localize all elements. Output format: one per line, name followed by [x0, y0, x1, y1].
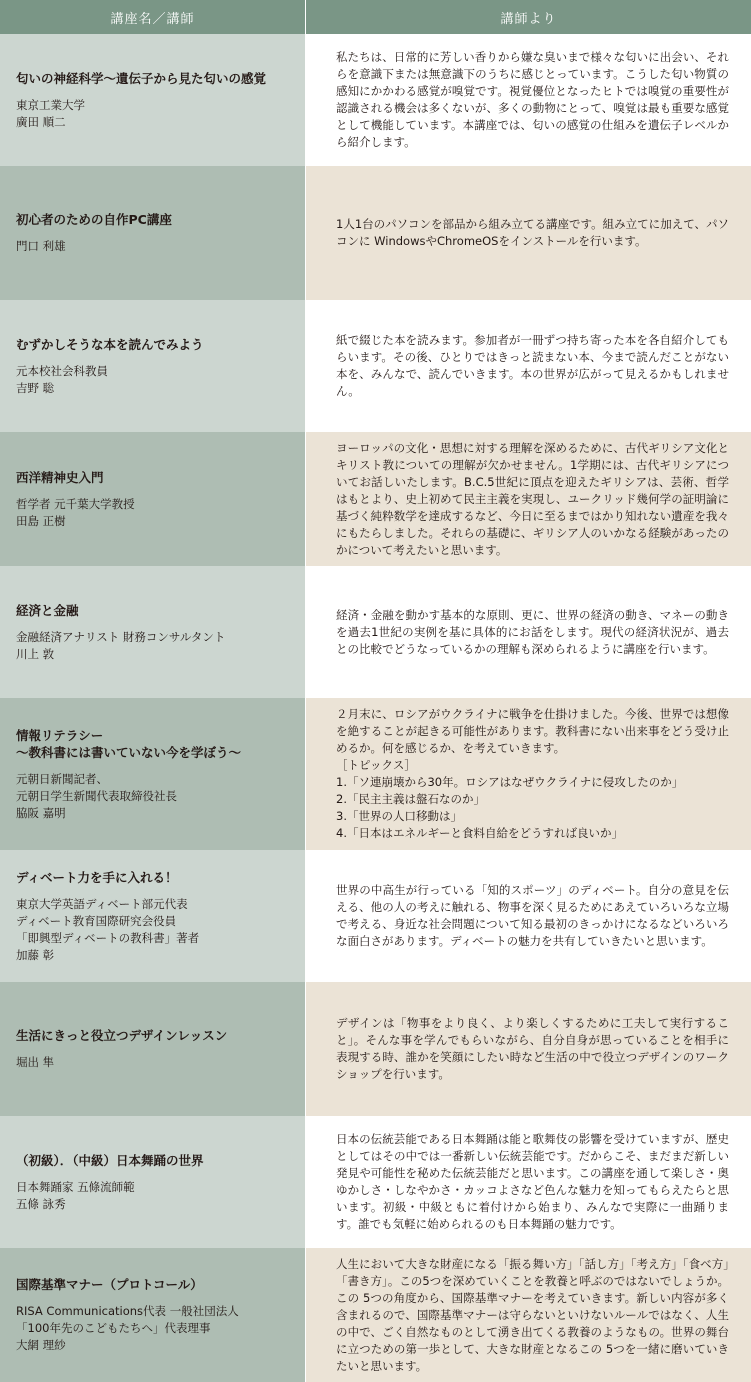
course-cell — [0, 432, 305, 566]
course-description: 1人1台のパソコンを部品から組み立てる講座です。組み立てに加えて、パソコンに WindowsやChromeOSをインストールを行います。 — [336, 217, 729, 248]
instructor-line: 元朝日学生新聞代表取締役社長 — [16, 788, 177, 803]
instructor-info — [16, 496, 293, 530]
course-title-line: （初級）．（中級）日本舞踊の世界 — [16, 1152, 204, 1168]
table-row — [0, 850, 751, 982]
instructor-line: 門口 利雄 — [16, 239, 66, 253]
description-cell — [305, 698, 751, 850]
instructor-line: 田島 正樹 — [16, 513, 66, 528]
course-title-line: 国際基準マナー（プロトコール） — [16, 1277, 203, 1292]
instructor-line: 「即興型ディベートの教科書」著者 — [16, 930, 200, 945]
course-cell — [0, 982, 305, 1116]
instructor-line: 元本校社会科教員 — [16, 363, 108, 378]
instructor-line: 元朝日新聞記者、 — [16, 771, 108, 786]
instructor-line: RISA Communications代表 一般社団法人 — [16, 1304, 239, 1318]
instructor-line: 日本舞踊家 五條流師範 — [16, 1179, 135, 1194]
table-row — [0, 34, 751, 166]
course-title — [16, 1027, 293, 1044]
description-cell — [305, 300, 751, 432]
instructor-line: 金融経済アナリスト 財務コンサルタント — [16, 629, 226, 644]
course-title-line: むずかしそうな本を読んでみよう — [16, 336, 204, 352]
instructor-info — [16, 1054, 293, 1071]
table-row — [0, 300, 751, 432]
course-description: 日本の伝統芸能である日本舞踊は能と歌舞伎の影響を受けていますが、歴史としてはその中では一番新しい伝統芸能です。だからこそ、まだまだ新しい発見や可能性を秘めた伝統芸能だと思います。この講座を通して楽しさ・奥ゆかしさ・しなやかさ・カッコよさなど色んな魅力を知ってもらえたらと思います。初級・中級ともに着付けから始まり、みんなで実際に一曲踊ります。誰でも気軽に始められるのも日本舞踊の魅力です。 — [336, 1132, 729, 1231]
table-row — [0, 432, 751, 566]
table-row — [0, 1116, 751, 1248]
instructor-line: ディベート教育国際研究会役員 — [16, 913, 177, 928]
course-title — [16, 602, 293, 619]
instructor-line: 五條 詠秀 — [16, 1196, 66, 1211]
description-cell — [305, 34, 751, 166]
course-description: 私たちは、日常的に芳しい香りから嫌な臭いまで様々な匂いに出会い、それらを意識下または無意識下のうちに感じとっています。こうした匂い物質の感知にかかわる感覚が嗅覚です。視覚優位となったヒトでは嗅覚の重要性が認識される機会は多くないが、多くの動物にとって、嗅覚は最も重要な感覚として機能しています。本講座では、匂いの感覚の仕組みを遺伝子レベルから紹介します。 — [336, 50, 729, 149]
course-description: 人生において大きな財産になる「振る舞い方」「話し方」「考え方」「食べ方」「書き方」。この5つを深めていくことを教養と呼ぶのではないでしょうか。この 5つの角度から、国際基準マナーを考えていきます。新しい内容が多く含まれるので、国際基準マナーは守らないといけないルールではなく、人生の中で、ごく自然なものとして湧き出てくる教養のようなもの。世界の舞台に立つための第一歩として、大きな財産となるこの 5つを一緒に磨いていきたいと思います。 — [336, 1256, 729, 1373]
header-from-instructor: 講師より — [500, 11, 557, 27]
header-course-instructor: 講座名／講師 — [110, 11, 195, 27]
instructor-info — [16, 896, 293, 964]
course-cell — [0, 1116, 305, 1248]
course-title — [16, 336, 293, 353]
course-title-line: 情報リテラシー — [16, 727, 104, 743]
course-title-line: 生活にきっと役立つデザインレッスン — [16, 1028, 228, 1043]
description-cell — [305, 432, 751, 566]
table-row — [0, 982, 751, 1116]
instructor-line: 廣田 順二 — [16, 114, 66, 129]
table-row — [0, 566, 751, 698]
instructor-line: 脇阪 嘉明 — [16, 805, 66, 820]
description-cell — [305, 1248, 751, 1382]
description-cell — [305, 566, 751, 698]
instructor-info — [16, 771, 293, 822]
course-description: ヨーロッパの文化・思想に対する理解を深めるために、古代ギリシア文化とキリスト教についての理解が欠かせません。1学期には、古代ギリシアについてお話しいたします。B.C.5世紀に頂点を迎えたギリシアは、芸術、哲学はもとより、史上初めて民主主義を実現し、ユークリッド幾何学の証明論に基づく純粋数学を達成するなど、今日に至るまではかり知れない遺産を我々にもたらしました。それらの基礎に、ギリシア人のいかなる経験があったのかについて考えたいと思います。 — [336, 440, 729, 557]
course-cell — [0, 1248, 305, 1382]
instructor-line: 加藤 彰 — [16, 947, 55, 962]
course-title — [16, 469, 293, 486]
instructor-line: 吉野 聡 — [16, 380, 55, 395]
table-row — [0, 698, 751, 850]
description-cell — [305, 850, 751, 982]
instructor-info — [16, 363, 293, 397]
course-description — [336, 706, 729, 842]
instructor-info — [16, 1179, 293, 1213]
description-cell — [305, 982, 751, 1116]
instructor-info — [16, 97, 293, 131]
description-line: ［トピックス］ — [336, 758, 416, 772]
course-title — [16, 211, 293, 228]
course-title-line: 経済と金融 — [16, 602, 79, 618]
course-description: デザインは「物事をより良く、より楽しくするために工夫して実行すること」。そんな事を学んでもらいながら、自分自身が思っていることを相手に表現する時、誰かを笑顔にしたい時など生活の中で役立つデザインのワークショップを行います。 — [336, 1016, 729, 1081]
course-cell — [0, 166, 305, 300]
course-title — [16, 727, 293, 761]
table-header — [0, 0, 751, 34]
course-description: 紙で綴じた本を読みます。参加者が一冊ずつ持ち寄った本を各自紹介してもらいます。その後、ひとりではきっと読まない本、今まで読んだことがない本を、みんなで、読んでいきます。本の世界が広がって見えるかもしれません。 — [336, 333, 729, 398]
description-line: 1.「ソ連崩壊から30年。ロシアはなぜウクライナに侵攻したのか」 — [336, 775, 684, 789]
instructor-line: 「100年先のこどもたちへ」代表理事 — [16, 1321, 211, 1335]
description-line: ２月末に、ロシアがウクライナに戦争を仕掛けました。今後、世界では想像を絶することが起きる可能性があります。教科書にない出来事をどう受け止めるか。何を感じるか、を考えていきます。 — [336, 707, 729, 755]
instructor-info — [16, 238, 293, 255]
instructor-line: 堀出 隼 — [16, 1055, 55, 1069]
instructor-info — [16, 1303, 293, 1354]
course-cell — [0, 566, 305, 698]
description-line: 2.「民主主義は盤石なのか」 — [336, 792, 485, 806]
description-line: 3.「世界の人口移動は」 — [336, 809, 462, 823]
description-cell — [305, 1116, 751, 1248]
course-cell — [0, 34, 305, 166]
description-cell — [305, 166, 751, 300]
course-cell — [0, 850, 305, 982]
instructor-info — [16, 629, 293, 663]
course-cell — [0, 300, 305, 432]
instructor-line: 哲学者 元千葉大学教授 — [16, 496, 135, 511]
course-title-line: ～教科書には書いていない今を学ぼう～ — [16, 744, 242, 760]
table-row — [0, 1248, 751, 1382]
instructor-line: 大網 理紗 — [16, 1338, 66, 1352]
course-description: 経済・金融を動かす基本的な原則、更に、世界の経済の動き、マネーの動きを過去1世紀の実例を基に具体的にお話をします。現代の経済状況が、過去との比較でどうなっているかの理解も深められるように講座を行います。 — [336, 607, 729, 656]
course-cell — [0, 698, 305, 850]
course-title-line: 匂いの神経科学～遺伝子から見た匂いの感覚 — [16, 70, 267, 86]
description-line: 4.「日本はエネルギーと食料自給をどうすれば良いか」 — [336, 826, 623, 840]
table-row — [0, 166, 751, 300]
instructor-line: 東京工業大学 — [16, 97, 85, 112]
course-title-line: 西洋精神史入門 — [16, 469, 104, 485]
course-title-line: 初心者のための自作PC講座 — [16, 212, 172, 227]
instructor-line: 東京大学英語ディベート部元代表 — [16, 896, 188, 911]
course-title-line: ディベート力を手に入れる！ — [16, 869, 178, 885]
instructor-line: 川上 敦 — [16, 646, 55, 661]
course-title — [16, 869, 293, 886]
course-title — [16, 70, 293, 87]
course-title — [16, 1152, 293, 1169]
table-body — [0, 34, 751, 1382]
course-description: 世界の中高生が行っている「知的スポーツ」のディベート。自分の意見を伝える、他の人の考えに触れる、物事を深く見るためにあえていろいろな立場で考える、身近な社会問題について知る最初のきっかけになるなどいろいろな面白さがあります。ディベートの魅力を共有していきたいと思います。 — [336, 883, 729, 948]
course-title — [16, 1276, 293, 1293]
